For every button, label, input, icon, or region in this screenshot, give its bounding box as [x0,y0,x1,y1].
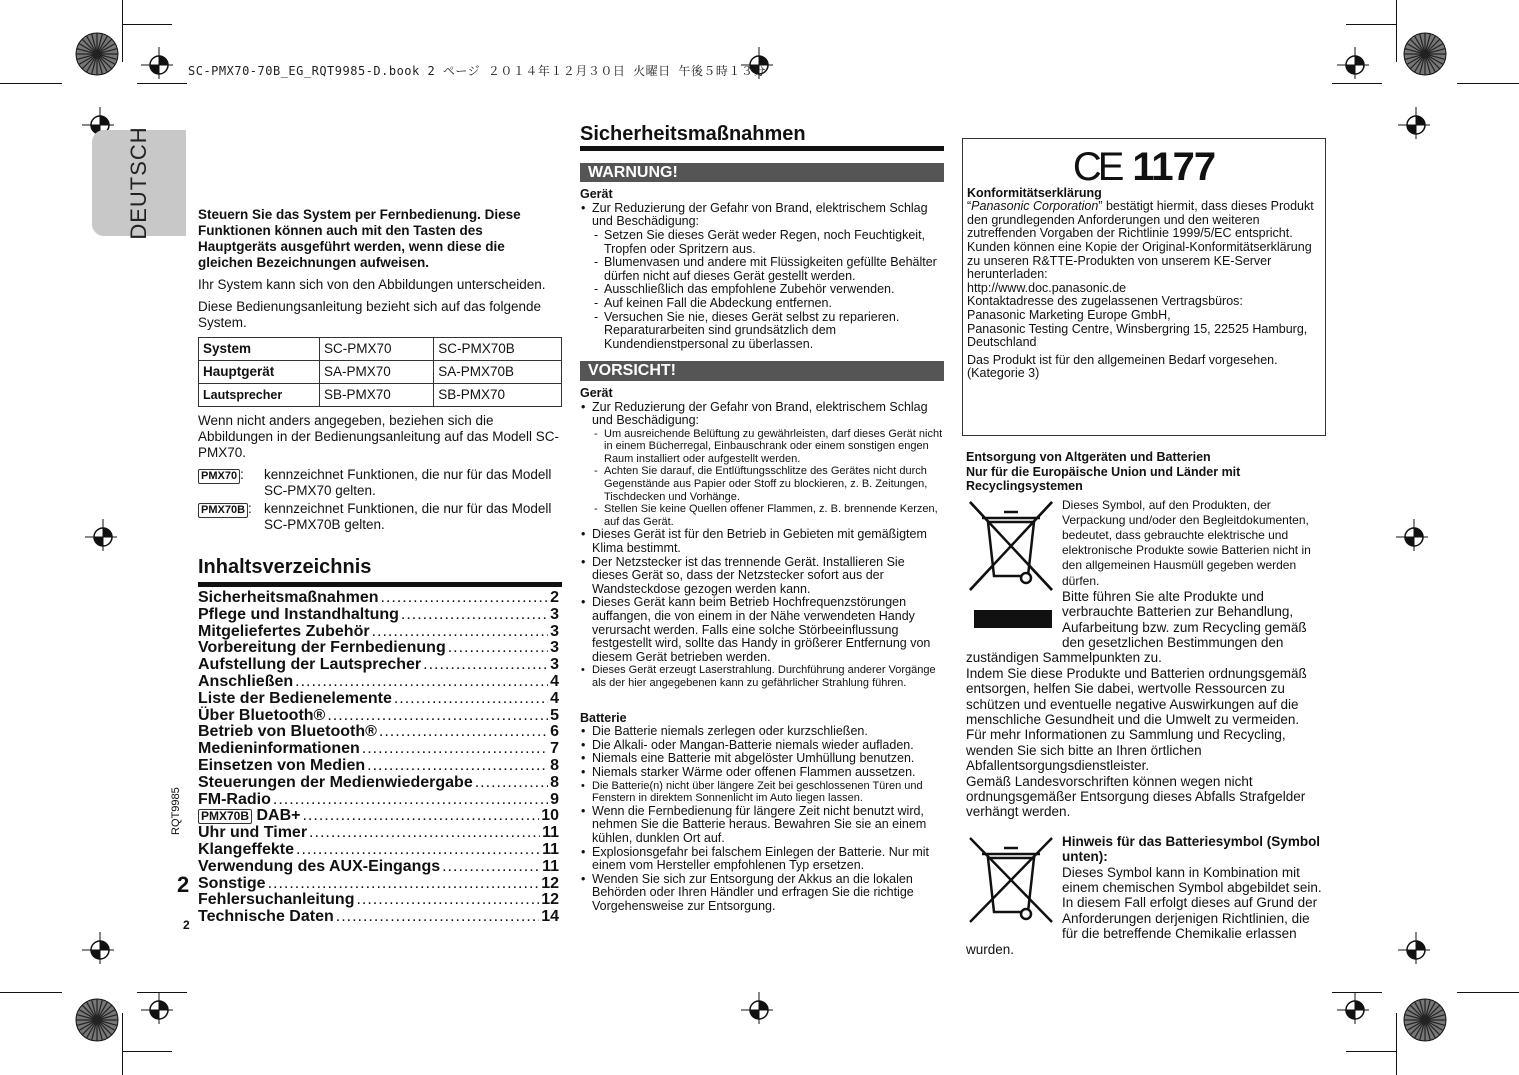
toc-entry[interactable] [198,741,559,758]
crop-mark [1396,1013,1397,1075]
toc-entry-label: Anschließen [198,672,294,690]
list-item: • Wenden Sie sich zur Entsorgung der Akkus an die lokalen Behörden oder Ihren Händler und erfragen Sie die richtige Vorgehensweise zur Entsorgung. [580,873,944,914]
warning-subheading: Gerät [580,187,613,202]
registration-mark-icon [82,932,114,964]
crop-mark [137,83,187,84]
list-item-text: Zur Reduzierung der Gefahr von Brand, elektrischem Schlag und Beschädigung: [592,200,928,229]
intro-bold-paragraph: Steuern Sie das System per Fernbedienung. Diese Funktionen können auch mit den Tasten des Hauptgeräts ausgeführt werden, wenn diese die gleichen Bezeichnungen aufweisen. [198,207,521,270]
crossed-bin-icon [966,498,1056,636]
table-row [199,338,562,361]
toc-entry[interactable] [198,842,559,859]
warning-dash-list [592,229,944,351]
toc-entry-label: DAB+ [252,807,301,825]
toc-entry-title [198,859,440,876]
toc-entry-title [198,741,360,758]
toc-leader [356,892,539,909]
toc-entry[interactable] [198,607,559,624]
model-tag: PMX70B [198,503,248,518]
toc-page-number: 3 [550,622,559,640]
toc-entry[interactable] [198,624,559,641]
toc-page-number: 12 [541,891,559,909]
tag-colon: : [248,501,252,516]
table-cell: Lautsprecher [199,384,320,407]
toc-entry-label: Einsetzen von Medien [198,756,366,774]
toc-entry-label: Verwendung des AUX-Eingangs [198,857,441,875]
crop-mark [122,1013,123,1075]
toc-page-number: 8 [550,756,559,774]
model-tag-row [198,501,562,533]
ce-logo-icon: CE [1072,145,1121,189]
battery-note-text: Dieses Symbol kann in Kombination mit einem chemischen Symbol abgebildet sein. In diesem Fall erfolgt dieses auf Grund der Anforderungen derjenigen Richtlinien, die für die betreffende Chemikalie erlassen wurden. [966,864,1322,957]
toc-entry[interactable] [198,825,559,842]
table-cell: SB-PMX70 [320,384,434,407]
crop-mark [1457,83,1519,84]
caution-list [580,401,944,690]
list-item: - Ausschließlich das empfohlene Zubehör verwenden. [592,283,944,297]
toc-entry[interactable] [198,724,559,741]
color-rosette-icon [75,998,119,1042]
toc-leader [296,842,540,859]
intro-paragraph-3: Wenn nicht anders angegeben, beziehen sich die Abbildungen in der Bedienungsanleitung auf das Modell SC-PMX70. [198,413,559,460]
crossed-bin-icon [966,834,1056,929]
toc-page-number: 9 [550,790,559,808]
toc-entry-title [198,825,307,842]
toc-leader [423,657,548,674]
list-item: • Der Netzstecker ist das trennende Gerät. Installieren Sie dieses Gerät so, dass der Netzstecker sofort aus der Wandsteckdose gezogen werden kann. [580,556,944,597]
language-label: DEUTSCH [126,126,151,240]
conformity-text-rest: ” bestätigt hiermit, dass dieses Produkt den grundlegenden Anforderungen und den weiteren zutreffenden Vorgaben der Richtlinie 1999/5/EC entspricht. [967,199,1314,241]
toc-page-number: 4 [550,672,559,690]
battery-subheading: Batterie [580,710,627,725]
toc-page-number: 2 [550,589,559,606]
intro-column [198,207,562,535]
conformity-line: Das Produkt ist für den allgemeinen Bedarf vorgesehen. (Kategorie 3) [967,352,1278,381]
list-item: • Niemals eine Batterie mit abgelöster Umhüllung benutzen. [580,752,944,766]
list-item-text: Zur Reduzierung der Gefahr von Brand, elektrischem Schlag und Beschädigung: [592,399,928,428]
toc-page-number: 11 [542,824,559,842]
toc-entry[interactable] [198,808,559,825]
toc-leader [268,876,540,893]
toc-entry-title [198,624,370,641]
toc-entry-title [198,607,399,624]
toc-entry-label: Fehlersuchanleitung [198,891,355,909]
list-item: - Setzen Sie dieses Gerät weder Regen, noch Feuchtigkeit, Tropfen oder Spritzern aus. [592,229,944,256]
table-cell: SC-PMX70B [434,338,562,361]
crop-mark [1332,83,1382,84]
crop-mark [122,24,172,25]
conformity-line: Panasonic Testing Centre, Winsbergring 15, 22525 Hamburg, Deutschland [967,321,1308,350]
caution-bar: VORSICHT! [580,361,944,381]
conformity-line: Kunden können eine Kopie der Original-Konformitätserklärung zu unseren R&TTE-Produkten von unserem KE-Server herunterladen: [967,239,1312,282]
crop-mark [0,992,62,993]
toc-page-number: 10 [541,807,559,825]
battery-note-title: Hinweis für das Batteriesymbol (Symbol unten): [1062,833,1321,865]
registration-mark-icon [1398,932,1430,964]
intro-paragraph-2: Diese Bedienungsanleitung bezieht sich auf das folgende System. [198,299,541,330]
conformity-text [967,200,1321,241]
crop-mark [1396,0,1397,62]
table-cell: System [199,338,320,361]
toc-entry-title [198,775,473,792]
toc-entry[interactable] [198,876,559,893]
disposal-subtitle: Nur für die Europäische Union und Länder mit Recyclingsystemen [966,464,1241,493]
toc-leader [336,909,539,926]
crop-mark [0,83,62,84]
registration-mark-icon [1396,519,1428,551]
toc-leader [295,674,548,691]
toc-page-number: 7 [550,740,559,758]
toc-entry-title [198,657,421,674]
registration-mark-icon [141,992,173,1024]
disposal-paragraph: Gemäß Landesvorschriften können wegen nicht ordnungsgemäßer Entsorgung dieses Abfalls Strafgelder verhängt werden. [966,773,1306,820]
toc-leader [273,792,548,809]
registration-mark-icon [1337,992,1369,1024]
toc-leader [379,724,548,741]
toc-entry[interactable] [198,909,559,926]
toc-entry-label: Vorbereitung der Fernbedienung [198,639,446,657]
toc-entry[interactable] [198,792,559,809]
toc-entry-title [198,708,325,725]
color-rosette-icon [1403,32,1447,76]
toc-entry-label: Sonstige [198,874,266,892]
table-cell: Hauptgerät [199,361,320,384]
toc-entry[interactable] [198,640,559,657]
table-cell: SB-PMX70 [434,384,562,407]
toc-entry[interactable] [198,775,559,792]
toc-leader [442,859,540,876]
document-code: RQT9985 [170,787,182,835]
conformity-box [962,138,1326,436]
toc-leader [448,640,548,657]
list-item: - Achten Sie darauf, die Entlüftungsschlitze des Gerätes nicht durch Gegenstände aus Papier oder Stoff zu blockieren, z. B. Zeitungen, Tischdecken und Vorhänge. [592,465,944,503]
toc-entry-title [198,842,294,859]
list-item: • Dieses Gerät kann beim Betrieb Hochfrequenzstörungen auffangen, die von einem in der Nähe verwendeten Handy verursacht werden. Falls eine solche Störbeeinflussung festgestellt wird, sollte das Handy in größerer Entfernung von diesem Gerät betrieben werden. [580,596,944,664]
toc-entry-title [198,892,354,909]
toc-entry-label: Mitgeliefertes Zubehör [198,622,370,640]
disposal-paragraph: Indem Sie diese Produkte und Batterien ordnungsgemäß entsorgen, helfen Sie dabei, wertvolle Ressourcen zu schützen und eventuelle negative Auswirkungen auf die menschliche Gesundheit und die Umwelt zu vermeiden. [966,665,1307,727]
intro-paragraph-1: Ihr System kann sich von den Abbildungen unterscheiden. [198,277,546,292]
battery-list [580,725,944,913]
table-row [199,361,562,384]
toc-leader [381,590,549,607]
registration-mark-icon [141,47,173,79]
toc-leader [302,808,539,825]
toc-entry[interactable] [198,892,559,909]
list-item: - Stellen Sie keine Quellen offener Flammen, z. B. brennende Kerzen, auf das Gerät. [592,503,944,528]
registration-mark-icon [741,992,773,1024]
toc-entry-title [198,909,334,926]
toc-entry-title [198,808,300,825]
toc-entry-title [198,724,377,741]
toc-leader [327,708,548,725]
crop-mark [122,1051,172,1052]
color-rosette-icon [75,32,119,76]
toc-entry-title [198,674,293,691]
toc-page-number: 8 [550,773,559,791]
list-item: - Um ausreichende Belüftung zu gewährleisten, darf dieses Gerät nicht in einem Bücherregal, Einbauschrank oder einem sonstigen engen Raum installiert oder aufgestellt werden. [592,428,944,466]
warning-bar: WARNUNG! [580,163,944,183]
safety-title: Sicherheitsmaßnahmen [580,123,806,145]
safety-rule [580,146,944,151]
battery-symbol-note [966,834,1322,957]
registration-mark-icon [1398,107,1430,139]
disposal-body [966,498,1322,820]
registration-mark-icon [85,519,117,551]
toc-entry-label: Klangeffekte [198,840,295,858]
toc-entry-label: Sicherheitsmaßnahmen [198,589,379,606]
toc-entry-title [198,640,446,657]
tag-colon: : [240,467,244,482]
list-item [580,202,944,352]
toc-page-number: 11 [542,840,559,858]
toc-page-number: 5 [550,706,559,724]
toc-page-number: 4 [550,689,559,707]
model-tag-text: kennzeichnet Funktionen, die nur für das Modell SC-PMX70 gelten. [264,467,552,498]
toc-entry-title [198,758,365,775]
crop-mark [1346,1051,1396,1052]
table-row [199,384,562,407]
ce-marking [967,145,1321,189]
toc-entry[interactable] [198,708,559,725]
table-cell: SA-PMX70 [320,361,434,384]
toc-entry-label: Uhr und Timer [198,824,308,842]
conformity-line: Kontaktadresse des zugelassenen Vertragsbüros: [967,294,1243,309]
toc-page-number: 3 [550,656,559,674]
toc-leader [367,758,548,775]
toc-leader [362,741,548,758]
list-item: • Niemals starker Wärme oder offenen Flammen aussetzen. [580,766,944,780]
toc-entry-label: Technische Daten [198,908,334,926]
crop-mark [1457,992,1519,993]
toc-entry-label: FM-Radio [198,790,271,808]
disposal-paragraph: Bitte führen Sie alte Produkte und verbrauchte Batterien zur Behandlung, Aufarbeitung bzw. zum Recycling gemäß den gesetzlichen Bestimmungen den zuständigen Sammelpunkten zu. [966,588,1307,666]
toc-entry[interactable] [198,691,559,708]
quote-mark: “ [967,199,972,214]
toc-leader [394,691,548,708]
toc-page-number: 14 [541,908,559,926]
toc-entry-title [198,876,266,893]
toc-leader [401,607,548,624]
crop-mark [122,0,123,62]
toc-entry[interactable] [198,657,559,674]
toc-entry[interactable] [198,859,559,876]
list-item: • Die Alkali- oder Mangan-Batterie niemals wieder aufladen. [580,739,944,753]
conformity-line: Panasonic Marketing Europe GmbH, [967,307,1171,322]
toc-entry-label: Aufstellung der Lautsprecher [198,656,422,674]
crop-mark [1346,24,1396,25]
conformity-title: Konformitätserklärung [967,185,1102,200]
language-tab [92,126,186,240]
toc-entry-label: Pflege und Instandhaltung [198,605,399,623]
list-item: • Wenn die Fernbedienung für längere Zeit nicht benutzt wird, nehmen Sie die Batterie heraus. Bewahren Sie sie an einem kühlen, dunklen Ort auf. [580,805,944,846]
toc-leader [475,775,548,792]
table-cell: SC-PMX70 [320,338,434,361]
table-of-contents [198,590,559,926]
disposal-title: Entsorgung von Altgeräten und Batterien [966,450,1211,464]
safety-column [580,123,944,913]
toc-title: Inhaltsverzeichnis [198,556,372,578]
color-rosette-icon [1403,998,1447,1042]
toc-entry-title [198,590,379,607]
toc-entry-label: Steuerungen der Medienwiedergabe [198,773,473,791]
company-name: Panasonic Corporation [971,199,1099,214]
page-number: 2 [177,872,190,897]
model-tag-text: kennzeichnet Funktionen, die nur für das Modell SC-PMX70B gelten. [264,501,552,532]
conformity-url: http://www.doc.panasonic.de [967,280,1127,295]
warning-list [580,202,944,352]
table-cell: SA-PMX70B [434,361,562,384]
toc-page-number: 3 [550,639,559,657]
notified-body-number: 1177 [1132,145,1216,189]
list-item: - Blumenvasen und andere mit Flüssigkeiten gefüllte Behälter dürfen nicht auf dieses Gerät gestellt werden. [592,256,944,283]
toc-page-number: 3 [550,605,559,623]
toc-rule [198,582,562,587]
toc-page-number: 6 [550,723,559,741]
model-table [198,337,562,407]
toc-entry-label: Liste der Bedienelemente [198,689,392,707]
model-tag: PMX70B [198,809,252,824]
list-item: - Auf keinen Fall die Abdeckung entfernen. [592,297,944,311]
toc-leader [372,624,549,641]
toc-page-number: 12 [541,874,559,892]
list-item: • Dieses Gerät ist für den Betrieb in Gebieten mit gemäßigtem Klima bestimmt. [580,528,944,555]
list-item: • Explosionsgefahr bei falschem Einlegen der Batterie. Nur mit einem vom Hersteller empfohlenen Typ ersetzen. [580,846,944,873]
caution-subheading: Gerät [580,385,613,400]
toc-leader [309,825,540,842]
toc-entry-title [198,691,392,708]
disposal-paragraph: Für mehr Informationen zu Sammlung und Recycling, wenden Sie sich bitte an Ihren örtlichen Abfallentsorgungsdienstleister. [966,727,1286,774]
registration-mark-icon [1337,47,1369,79]
disposal-section [966,450,1322,957]
toc-page-number: 11 [542,857,559,875]
book-header-line: SC-PMX70-70B_EG_RQT9985-D.book 2 ページ ２０１４年１２月３０日 火曜日 午後５時１３分 [188,64,766,78]
toc-entry[interactable] [198,674,559,691]
toc-entry[interactable] [198,590,559,607]
list-item: • Dieses Gerät erzeugt Laserstrahlung. Durchführung anderer Vorgänge als der hier angegebenen kann zu gefährlicher Strahlung führen. [580,664,944,689]
caution-dash-list [592,428,944,529]
list-item: • Die Batterie(n) nicht über längere Zeit bei geschlossenen Türen und Fenstern in direktem Sonnenlicht im Auto liegen lassen. [580,780,944,805]
model-tag-row [198,467,562,499]
page-number-small: 2 [183,918,190,932]
disposal-symbol-text: Dieses Symbol, auf den Produkten, der Verpackung und/oder den Begleitdokumenten, bedeutet, dass gebrauchte elektrische und elektronische Produkte sowie Batterien nicht in den allgemeinen Hausmüll gegeben werden dürfen. [1062,497,1311,588]
toc-entry-label: Medieninformationen [198,740,360,758]
model-tag: PMX70 [198,469,240,484]
list-item: • Die Batterie niemals zerlegen oder kurzschließen. [580,725,944,739]
list-item [580,401,944,529]
toc-entry-label: Betrieb von Bluetooth® [198,723,377,741]
toc-heading [198,556,562,587]
toc-entry-title [198,792,271,809]
toc-entry-label: Über Bluetooth® [198,706,326,724]
list-item: - Versuchen Sie nie, dieses Gerät selbst zu reparieren. Reparaturarbeiten sind grundsätzlich dem Kundendienstpersonal zu überlassen. [592,311,944,352]
toc-entry[interactable] [198,758,559,775]
